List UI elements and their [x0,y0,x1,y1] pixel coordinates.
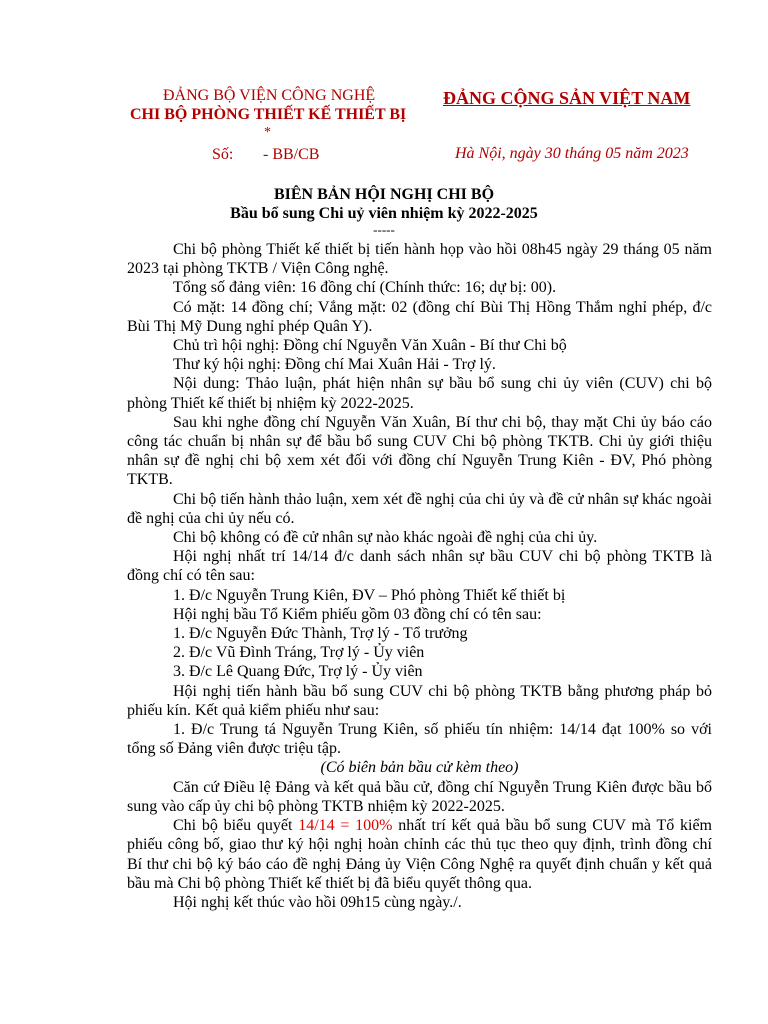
paragraph-no-nominations: Chi bộ không có đề cử nhân sự nào khác ngoài đề nghị của chi ủy. [173,529,598,547]
party-name: ĐẢNG CỘNG SẢN VIỆT NAM [443,88,691,108]
paragraph-report: Sau khi nghe đồng chí Nguyễn Văn Xuân, Bí thư chi bộ, thay mặt Chi ủy báo cáo công tác chuẩn bị nhân sự để bầu bổ sung CUV Chi bộ phòng TKTB. Chi ủy giới thiệu nhân sự đề nghị chi bộ xem xét đối với đồng chí Nguyễn Trung Kiên - ĐV, Phó phòng TKTB. [127,413,712,489]
list-item-counter-2: 2. Đ/c Vũ Đình Tráng, Trợ lý - Ủy viên [173,644,425,662]
dateline: Hà Nội, ngày 30 tháng 05 năm 2023 [455,145,689,162]
paragraph-result: 1. Đ/c Trung tá Nguyễn Trung Kiên, số phiếu tín nhiệm: 14/14 đạt 100% so với tổng số Đảng viên được triệu tập. [127,721,712,758]
document-subtitle: Bầu bổ sung Chi uỷ viên nhiệm kỳ 2022-2025 [230,205,538,222]
document-title: BIÊN BẢN HỘI NGHỊ CHI BỘ [273,186,495,203]
org-line-1: ĐẢNG BỘ VIỆN CÔNG NGHỆ [163,87,376,104]
paragraph-meeting-info: Chi bộ phòng Thiết kế thiết bị tiến hành họp vào hồi 08h45 ngày 29 tháng 05 năm 2023 tại phòng TKTB / Viện Công nghệ. [127,241,712,278]
paragraph-chair: Chủ trì hội nghị: Đồng chí Nguyễn Văn Xuân - Bí thư Chi bộ [173,337,567,355]
paragraph-secretary: Thư ký hội nghị: Đồng chí Mai Xuân Hải - Trợ lý. [173,356,496,374]
paragraph-voting: Hội nghị tiến hành bầu bổ sung CUV chi bộ phòng TKTB bằng phương pháp bỏ phiếu kín. Kết quả kiểm phiếu như sau: [127,682,712,719]
org-star: * [264,125,271,140]
paragraph-attendance: Có mặt: 14 đồng chí; Vắng mặt: 02 (đồng chí Bùi Thị Hồng Thắm nghỉ phép, đ/c Bùi Thị Mỹ Dung nghỉ phép Quân Y). [127,298,712,335]
divider: ----- [373,222,395,237]
vote-ratio-highlight: 14/14 = 100% [298,817,393,835]
paragraph-content: Nội dung: Thảo luận, phát hiện nhân sự bầu bổ sung chi ủy viên (CUV) chi bộ phòng Thiết kế thiết bị nhiệm kỳ 2022-2025. [127,375,712,412]
vote-text-end: nhất trí kết quả bầu bổ sung CUV mà Tổ kiểm phiếu công bố, giao thư ký hội nghị hoàn chỉnh các thủ tục theo quy định, trình đồng chí Bí thư chi bộ ký báo cáo đề nghị Đảng ủy Viện Công Nghệ ra quyết định chuẩn y kết quả bầu mà Chi bộ phòng Thiết kế thiết bị đã biểu quyết thông qua. [127,817,713,892]
document-number: - BB/CB [263,146,320,163]
list-item-counter-3: 3. Đ/c Lê Quang Đức, Trợ lý - Ủy viên [173,663,423,681]
document-number-label: Số: [212,146,234,163]
list-item-counter-1: 1. Đ/c Nguyễn Đức Thành, Trợ lý - Tổ trưởng [173,625,468,643]
paragraph-closing: Hội nghị kết thúc vào hồi 09h15 cùng ngày./. [173,893,462,911]
document-body [127,240,712,912]
vote-text-start: Chi bộ biểu quyết [173,817,299,835]
list-item-candidate: 1. Đ/c Nguyễn Trung Kiên, ĐV – Phó phòng Thiết kế thiết bị [173,586,566,604]
paragraph-candidate-list: Hội nghị nhất trí 14/14 đ/c danh sách nhân sự bầu CUV chi bộ phòng TKTB là đồng chí có tên sau: [127,548,712,585]
paragraph-discussion: Chi bộ tiến hành thảo luận, xem xét đề nghị của chi ủy và đề cử nhân sự khác ngoài đề nghị của chi ủy nếu có. [127,490,712,527]
paragraph-member-count: Tổng số đảng viên: 16 đồng chí (Chính thức: 16; dự bị: 00). [173,279,557,297]
attachment-note: (Có biên bản bầu cử kèm theo) [320,759,519,777]
paragraph-election: Căn cứ Điều lệ Đảng và kết quả bầu cử, đồng chí Nguyễn Trung Kiên được bầu bổ sung vào cấp ủy chi bộ phòng TKTB nhiệm kỳ 2022-2025. [127,778,712,815]
org-line-2: CHI BỘ PHÒNG THIẾT KẾ THIẾT BỊ [130,106,407,123]
paragraph-vote-approval [127,816,712,893]
paragraph-counting-team: Hội nghị bầu Tổ Kiểm phiếu gồm 03 đồng chí có tên sau: [173,605,542,623]
